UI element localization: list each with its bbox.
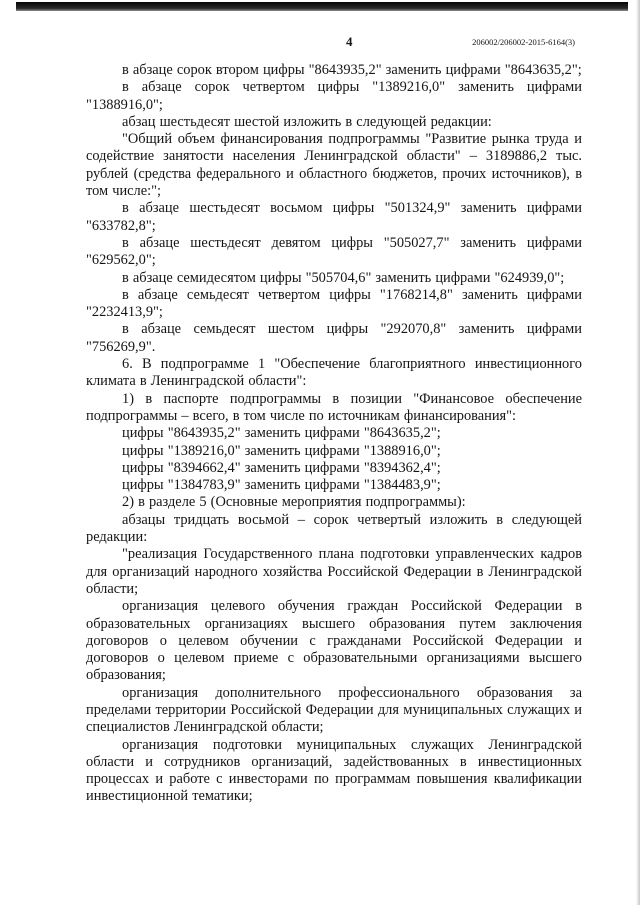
paragraph: в абзаце сорок четвертом цифры "1389216,0" заменить цифрами "1388916,0"; — [86, 79, 582, 113]
paragraph: цифры "8394662,4" заменить цифрами "8394362,4"; — [122, 459, 441, 476]
paragraph: цифры "8643935,2" заменить цифрами "8643635,2"; — [122, 425, 441, 442]
page-number: 4 — [346, 34, 353, 49]
document-body — [86, 62, 582, 806]
document-code: 206002/206002-2015-6164(3) — [472, 37, 575, 47]
paragraph: в абзаце семидесятом цифры "505704,6" заменить цифрами "624939,0"; — [122, 269, 565, 286]
paragraph: в абзаце шестьдесят девятом цифры "505027,7" заменить цифрами "629562,0"; — [86, 234, 582, 269]
scan-edge-right — [636, 0, 640, 905]
paragraph: организация целевого обучения граждан Российской Федерации в образовательных организациях высшего образования путем заключения договоров о целевом обучении с гражданами Российской Федерации и договоров о целевом приеме с образовательными организациями высшего образования; — [86, 598, 582, 684]
paragraph: цифры "1384783,9" заменить цифрами "1384483,9"; — [122, 477, 441, 494]
paragraph: в абзаце шестьдесят восьмом цифры "501324,9" заменить цифрами "633782,8"; — [86, 200, 582, 234]
page-header — [0, 34, 640, 50]
paragraph: "реализация Государственного плана подготовки управленческих кадров для организаций народного хозяйства Российской Федерации в Ленинградской области; — [86, 546, 582, 597]
paragraph: 6. В подпрограмме 1 "Обеспечение благоприятного инвестиционного климата в Ленинградской области": — [86, 356, 582, 390]
paragraph: абзац шестьдесят шестой изложить в следующей редакции: — [122, 113, 492, 130]
paragraph: 2) в разделе 5 (Основные мероприятия подпрограммы): — [122, 494, 466, 511]
paragraph: 1) в паспорте подпрограммы в позиции "Финансовое обеспечение подпрограммы – всего, в том числе по источникам финансирования": — [86, 390, 582, 424]
scan-edge-top — [16, 2, 628, 11]
paragraph: цифры "1389216,0" заменить цифрами "1388916,0"; — [122, 442, 441, 459]
paragraph: организация подготовки муниципальных служащих Ленинградской области и сотрудников организаций, задействованных в инвестиционных процессах и работе с инвесторами по программам повышения квалификации инвестиционной тематики; — [86, 736, 582, 805]
paragraph: в абзаце сорок втором цифры "8643935,2" заменить цифрами "8643635,2"; — [122, 62, 582, 78]
paragraph: абзацы тридцать восьмой – сорок четвертый изложить в следующей редакции: — [86, 511, 582, 546]
paragraph: в абзаце семьдесят четвертом цифры "1768214,8" заменить цифрами "2232413,9"; — [86, 286, 582, 321]
paragraph: "Общий объем финансирования подпрограммы "Развитие рынка труда и содействие занятости населения Ленинградской области" – 3189886,2 тыс. рублей (средства федерального и областного бюджетов, прочих источников), в том числе:"; — [86, 131, 582, 200]
paragraph: организация дополнительного профессионального образования за пределами территории Российской Федерации для муниципальных служащих и специалистов Ленинградской области; — [86, 684, 582, 736]
paragraph: в абзаце семьдесят шестом цифры "292070,8" заменить цифрами "756269,9". — [86, 321, 582, 355]
